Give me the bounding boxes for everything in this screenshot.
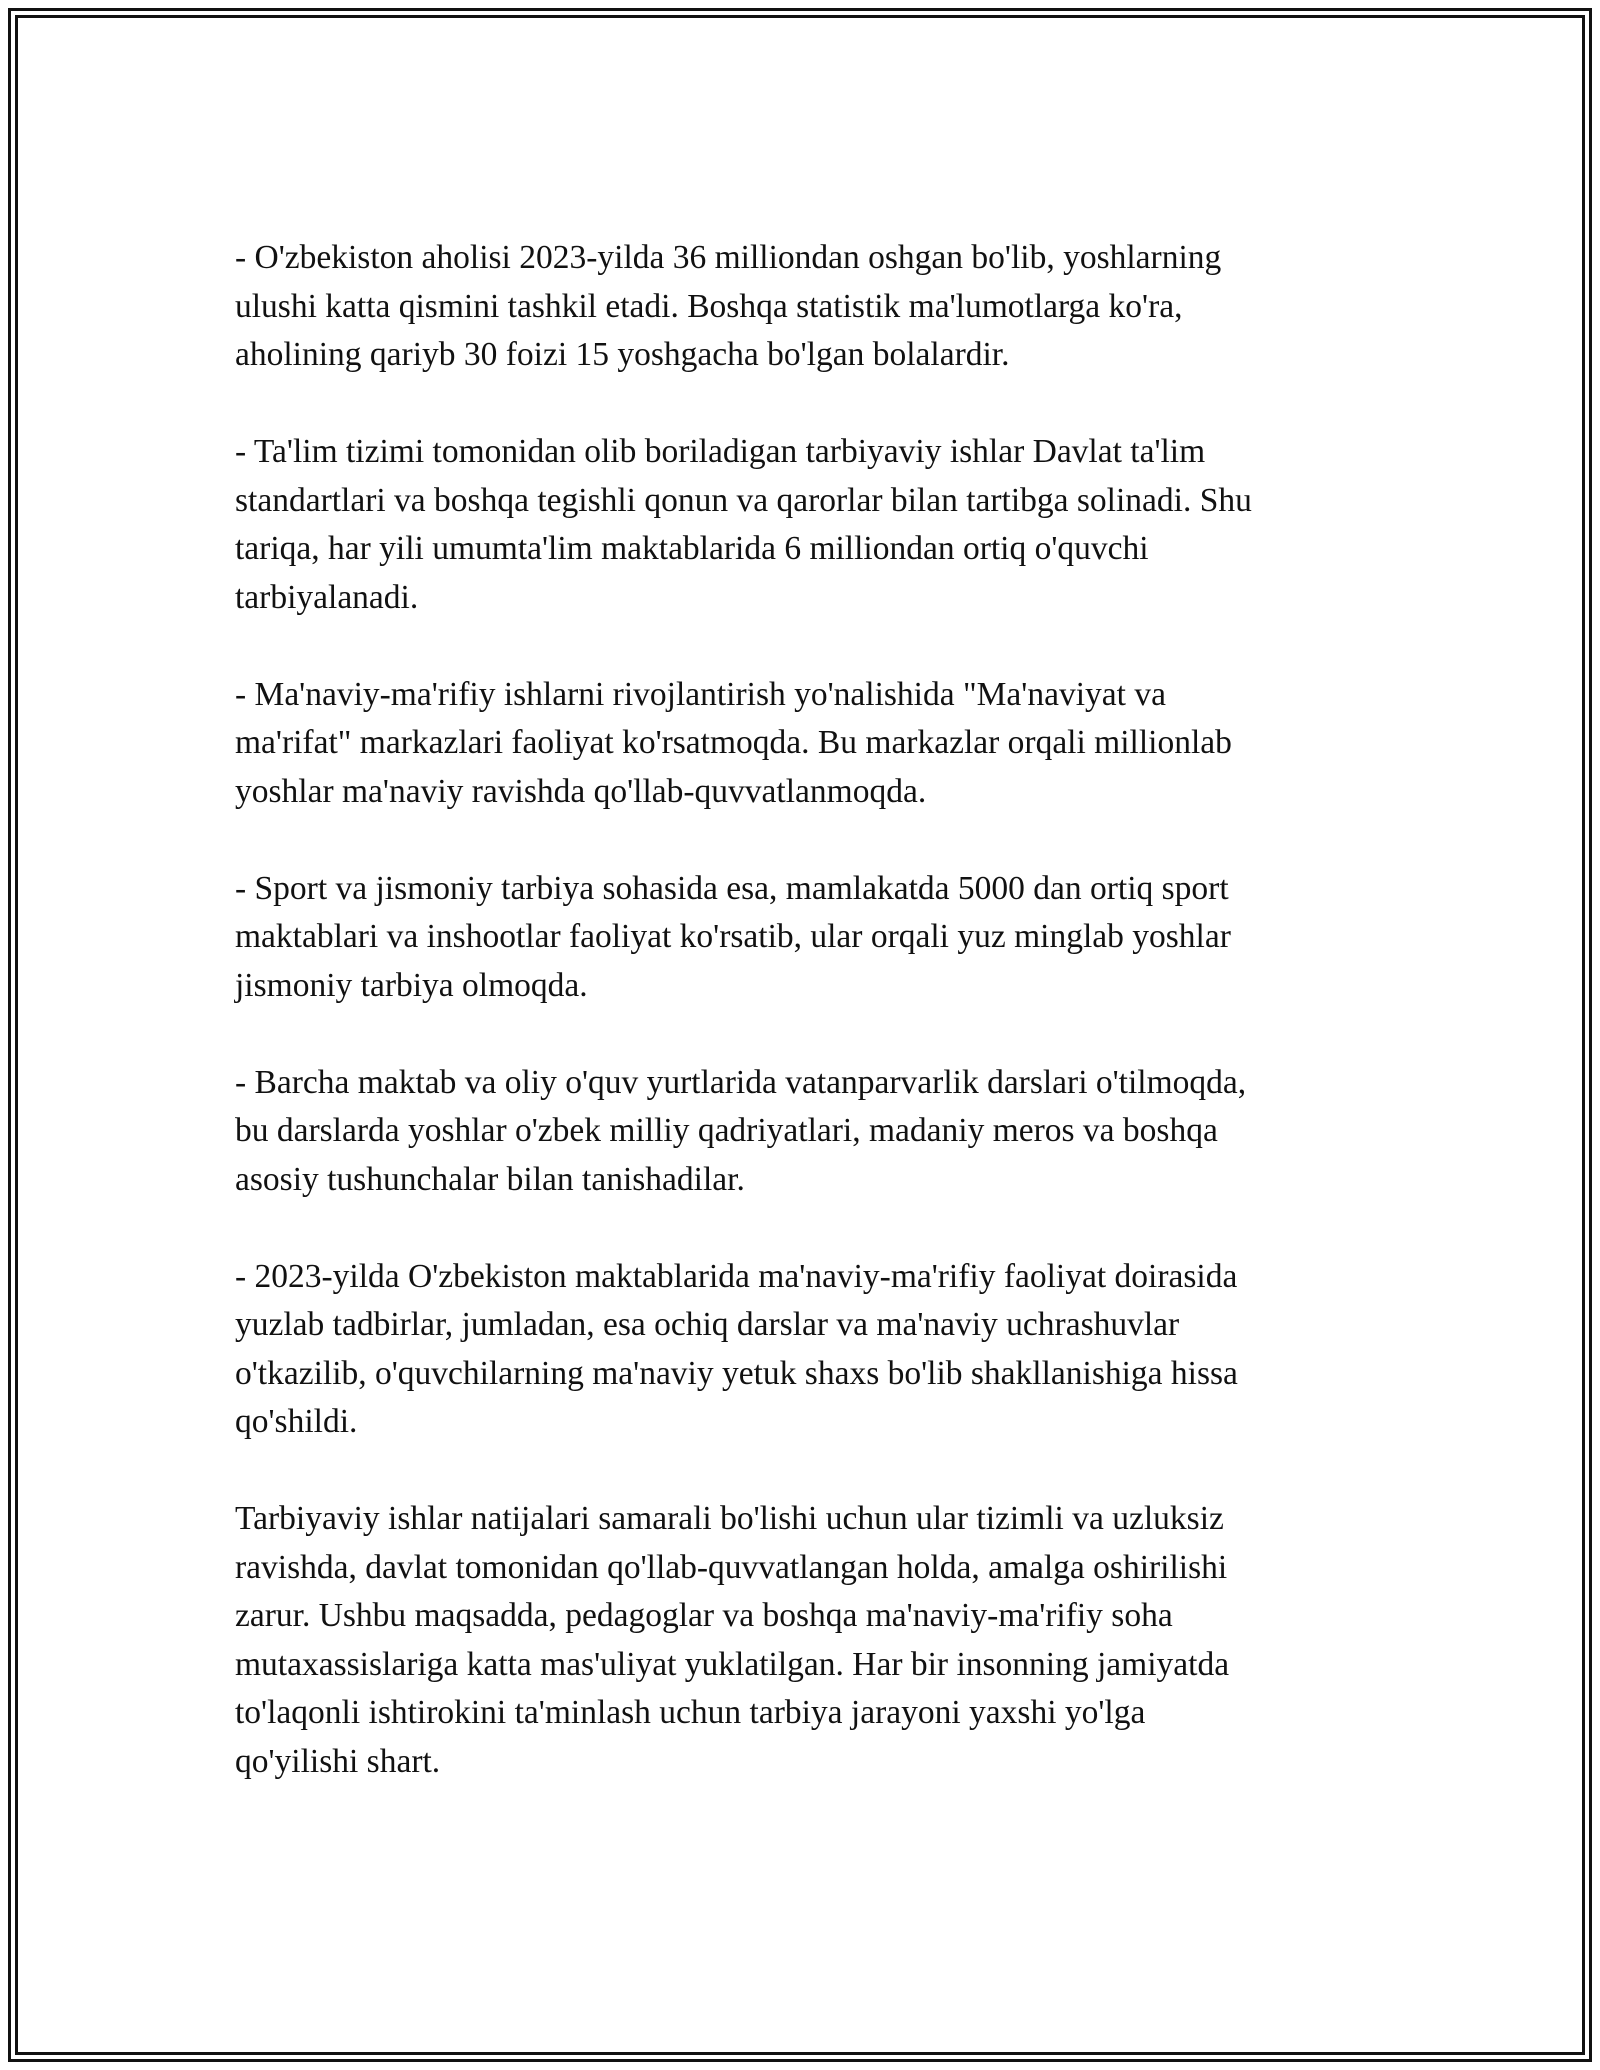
paragraph-education-system: - Ta'lim tizimi tomonidan olib boriladigan tarbiyaviy ishlar Davlat ta'lim standartlari va boshqa tegishli qonun va qarorlar bilan tartibga solinadi. Shu tariqa, har yili umumta'lim maktablarida 6 milliondan ortiq o'quvchi tarbiyalanadi. — [235, 433, 1252, 616]
paragraph-population: - O'zbekiston aholisi 2023-yilda 36 milliondan oshgan bo'lib, yoshlarning ulushi katta qismini tashkil etadi. Boshqa statistik ma'lumotlarga ko'ra, aholining qariyb 30 foizi 15 yoshgacha bo'lgan bolalardir. — [235, 239, 1222, 373]
paragraph-spiritual-centers: - Ma'naviy-ma'rifiy ishlarni rivojlantirish yo'nalishida "Ma'naviyat va ma'rifat" markazlari faoliyat ko'rsatmoqda. Bu markazlar orqali millionlab yoshlar ma'naviy ravishda qo'llab-quvvatlanmoqda. — [235, 675, 1232, 810]
document-body — [235, 234, 1365, 1835]
paragraph-events-2023: - 2023-yilda O'zbekiston maktablarida ma'naviy-ma'rifiy faoliyat doirasida yuzlab tadbirlar, jumladan, esa ochiq darslar va ma'naviy uchrashuvlar o'tkazilib, o'quvchilarning ma'naviy yetuk shaxs bo'lib shakllanishiga hissa qo'shildi. — [235, 1257, 1238, 1440]
paragraph-conclusion: Tarbiyaviy ishlar natijalari samarali bo'lishi uchun ular tizimli va uzluksiz ravishda, davlat tomonidan qo'llab-quvvatlangan holda, amalga oshirilishi zarur. Ushbu maqsadda, pedagoglar va boshqa ma'naviy-ma'rifiy soha mutaxassislariga katta mas'uliyat yuklatilgan. Har bir insonning jamiyatda to'laqonli ishtirokini ta'minlash uchun tarbiya jarayoni yaxshi yo'lga qo'yilishi shart. — [235, 1500, 1230, 1780]
paragraph-sport: - Sport va jismoniy tarbiya sohasida esa, mamlakatda 5000 dan ortiq sport maktablari va inshootlar faoliyat ko'rsatib, ular orqali yuz minglab yoshlar jismoniy tarbiya olmoqda. — [235, 869, 1231, 1004]
paragraph-patriotism: - Barcha maktab va oliy o'quv yurtlarida vatanparvarlik darslari o'tilmoqda, bu darslarda yoshlar o'zbek milliy qadriyatlari, madaniy meros va boshqa asosiy tushunchalar bilan tanishadilar. — [235, 1063, 1247, 1198]
